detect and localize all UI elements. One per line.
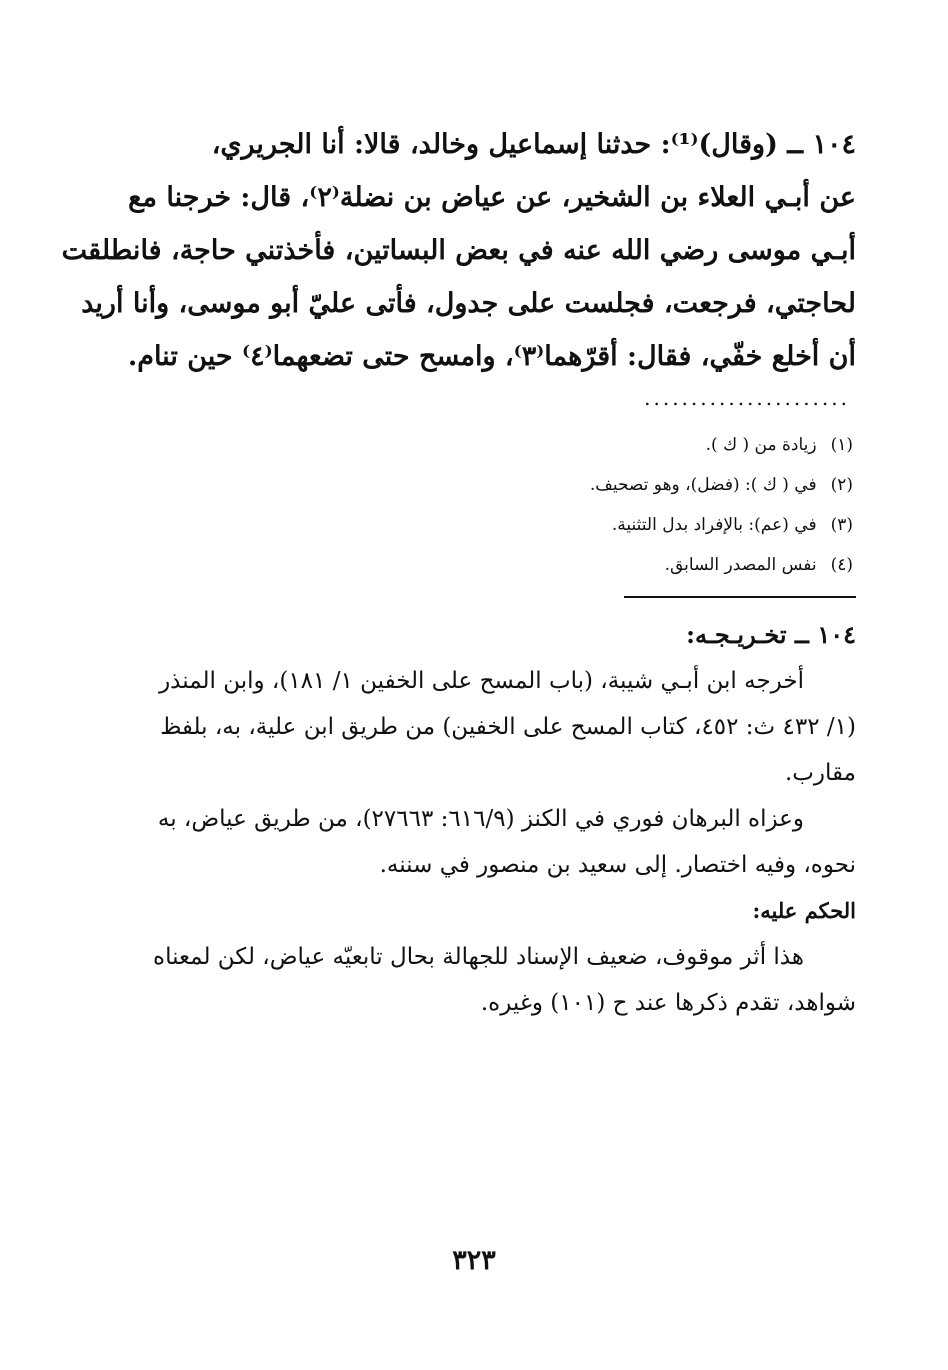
hadith-line: أبـي موسى رضي الله عنه في بعض البساتين، فأخذتني حاجة، فانطلقت — [61, 235, 856, 266]
takhrij-line: (١/ ٤٣٢ ث: ٤٥٢، كتاب المسح على الخفين) من طريق ابن علية، به، بلفظ — [160, 714, 856, 740]
footnote-item — [590, 465, 853, 505]
footnote-text: نفس المصدر السابق. — [664, 555, 817, 575]
hadith-line: لحاجتي، فرجعت، فجلست على جدول، فأتى عليّ أبو موسى، وأنا أريد — [81, 288, 856, 319]
takhrij-line: أخرجه ابن أبـي شيبة، (باب المسح على الخفين ١/ ١٨١)، وابن المنذر — [159, 668, 804, 694]
takhrij-heading: ١٠٤ ــ تخـريـجـه: — [686, 620, 856, 649]
takhrij-line: نحوه، وفيه اختصار. إلى سعيد بن منصور في سننه. — [379, 852, 856, 878]
footnote-item — [590, 505, 853, 545]
ruling-line: شواهد، تقدم ذكرها عند ح (١٠١) وغيره. — [480, 990, 856, 1016]
footnote-number: (٤) — [830, 555, 853, 575]
section-divider — [624, 596, 856, 598]
footnotes — [590, 425, 853, 585]
footnote-item — [590, 545, 853, 585]
takhrij-line: مقارب. — [784, 760, 856, 786]
ruling-line: هذا أثر موقوف، ضعيف الإسناد للجهالة بحال تابعيّه عياض، لكن لمعناه — [153, 944, 804, 970]
hadith-line: عن أبـي العلاء بن الشخير، عن عياض بن نضلة⁽٢⁾، قال: خرجنا مع — [128, 182, 856, 213]
ruling-heading: الحكم عليه: — [752, 898, 856, 923]
hadith-text — [61, 118, 856, 383]
footnote-text: زيادة من ( ك ). — [705, 435, 817, 455]
footnote-text: في ( ك ): (فضل)، وهو تصحيف. — [589, 475, 817, 495]
hadith-line: أن أخلع خفّي، فقال: أقرّهما⁽٣⁾، وامسح حتى تضعهما⁽٤⁾ حين تنام. — [127, 341, 856, 372]
footnote-item — [590, 425, 853, 465]
hadith-line: ١٠٤ ــ (وقال)⁽¹⁾: حدثنا إسماعيل وخالد، قالا: أنا الجريري، — [211, 129, 856, 160]
page-number: ٣٢٣ — [452, 1245, 496, 1276]
takhrij-line: وعزاه البرهان فوري في الكنز (٦١٦/٩: ٢٧٦٦٣)، من طريق عياض، به — [157, 806, 804, 832]
footnote-text: في (عم): بالإفراد بدل التثنية. — [611, 515, 817, 535]
footnote-number: (٢) — [830, 475, 853, 495]
footnote-number: (٣) — [830, 515, 853, 535]
footnote-separator-dots: ...................... — [644, 386, 850, 410]
takhrij-section — [110, 612, 856, 1026]
footnote-number: (١) — [830, 435, 853, 455]
